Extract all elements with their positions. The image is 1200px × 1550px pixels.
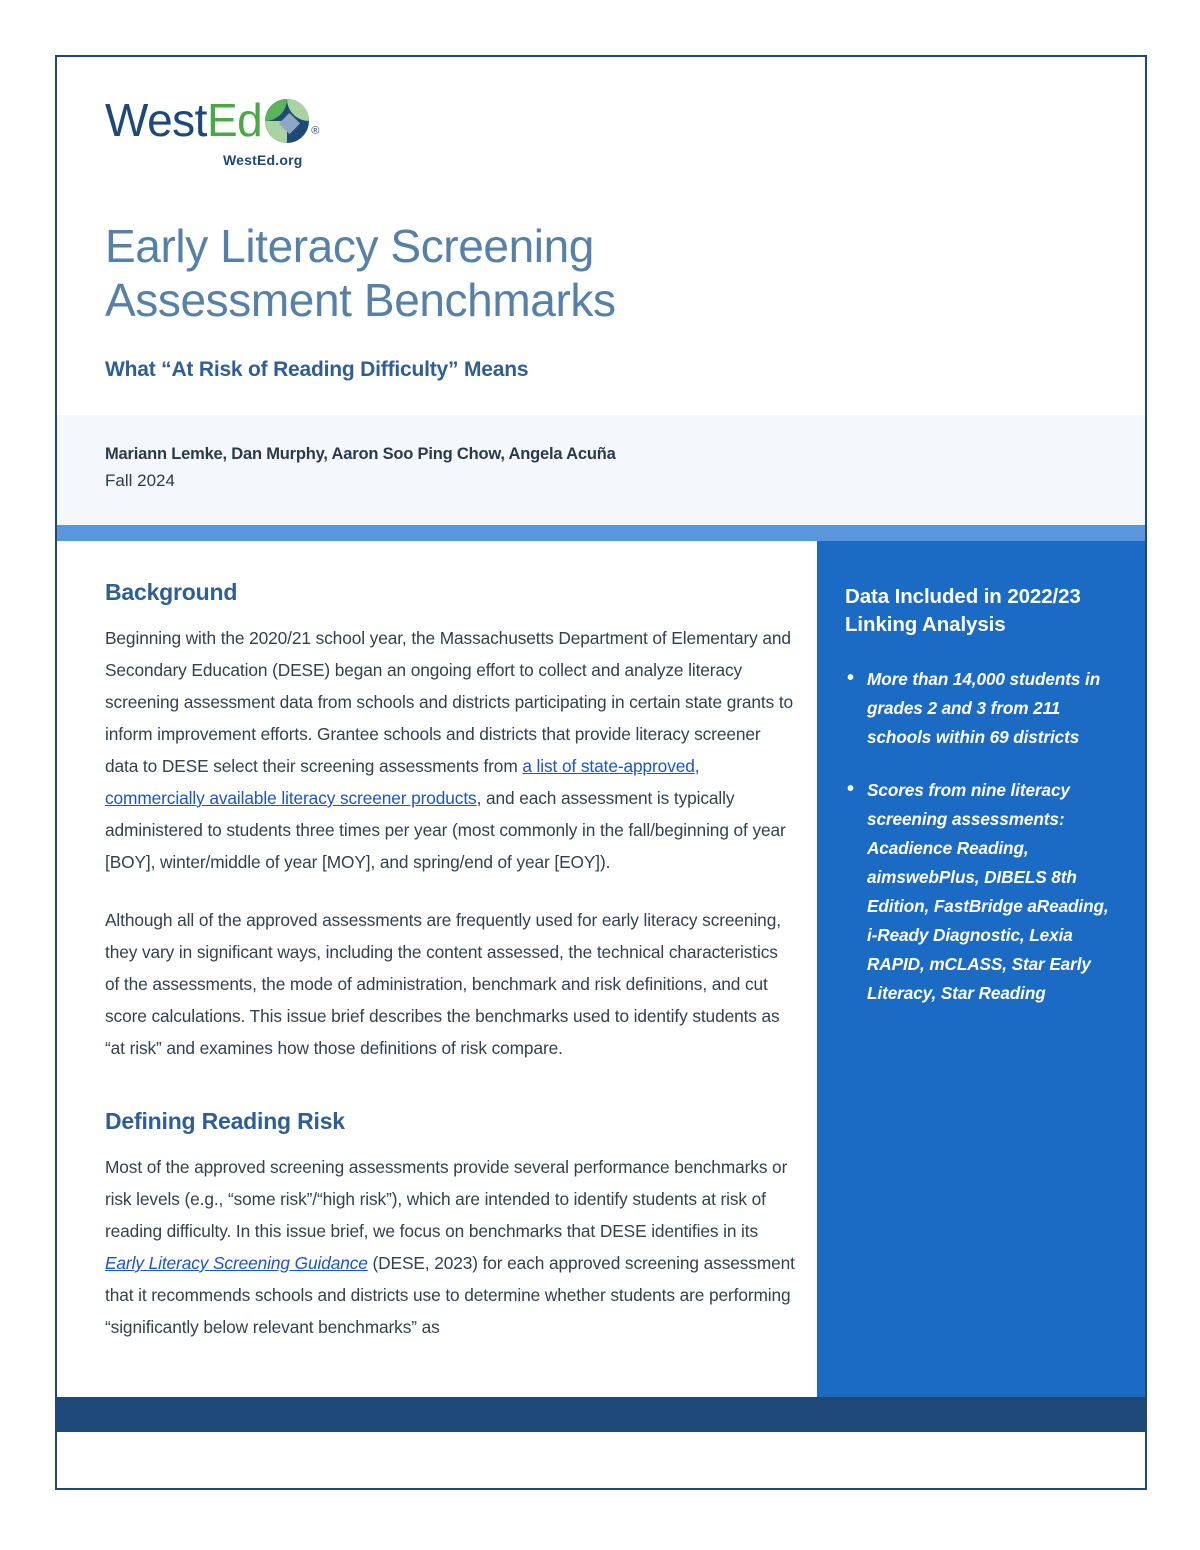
logo-tagline: WestEd.org — [223, 152, 303, 168]
publication-date: Fall 2024 — [105, 471, 175, 490]
wested-logo — [105, 95, 370, 167]
document-page — [55, 55, 1147, 1490]
risk-p1-part-b: (DESE, 2023) for each approved screening assessment that it recommends schools and districts use to determine whether students are performing “significantly below relevant benchmarks” as — [105, 1253, 795, 1337]
background-p1-part-b: , and each assessment is typically administered to students three times per year (most commonly in the fall/beginning of year [BOY], winter/middle of year [MOY], and spring/end of year [EOY]). — [105, 788, 786, 872]
sidebar-title: Data Included in 2022/23 Linking Analysis — [845, 585, 1081, 636]
logo-wordmark — [105, 95, 370, 156]
registered-mark: ® — [311, 125, 319, 137]
accent-band — [57, 525, 1145, 541]
footer-band — [57, 1397, 1145, 1432]
author-list: Mariann Lemke, Dan Murphy, Aaron Soo Ping Chow, Angela Acuña — [105, 445, 616, 463]
background-paragraph-1 — [105, 622, 795, 878]
page-title: Early Literacy Screening Assessment Benchmarks — [105, 220, 616, 326]
byline-block — [57, 415, 1145, 525]
main-column — [57, 541, 817, 1397]
logo-sphere-icon — [265, 99, 309, 143]
logo-text-ed: Ed — [206, 94, 263, 146]
logo-text-west: West — [105, 94, 207, 146]
sidebar-item-text: Scores from nine literacy screening assessments: Acadience Reading, aimswebPlus, DIBELS 8th Edition, FastBridge aReading, i-Ready Diagnostic, Lexia RAPID, mCLASS, Star Early Literacy, Star Reading — [867, 780, 1109, 1003]
sidebar-list — [845, 665, 1115, 1008]
page-subtitle: What “At Risk of Reading Difficulty” Means — [105, 357, 529, 381]
body-columns — [57, 541, 1145, 1397]
section-heading-defining-reading-risk: Defining Reading Risk — [105, 1108, 345, 1134]
document-header — [57, 57, 1145, 415]
risk-paragraph-1 — [105, 1151, 795, 1343]
bullet-icon: • — [847, 667, 854, 689]
background-paragraph-2: Although all of the approved assessments are frequently used for early literacy screening, they vary in significant ways, including the content assessed, the technical characteristics of the assessments, the mode of administration, benchmark and risk definitions, and cut score calculations. This issue brief describes the benchmarks used to identify students as “at risk” and examines how those definitions of risk compare. — [105, 910, 781, 1058]
risk-p1-part-a: Most of the approved screening assessments provide several performance benchmarks or risk levels (e.g., “some risk”/“high risk”), which are intended to identify students at risk of reading difficulty. In this issue brief, we focus on benchmarks that DESE identifies in its — [105, 1157, 788, 1241]
sidebar-item-text: More than 14,000 students in grades 2 and 3 from 211 schools within 69 districts — [867, 669, 1101, 747]
section-heading-background: Background — [105, 579, 238, 605]
link-state-approved-products[interactable]: a list of state-approved, commercially available literacy screener products — [105, 756, 700, 808]
background-p1-part-a: Beginning with the 2020/21 school year, the Massachusetts Department of Elementary and Secondary Education (DESE) began an ongoing effort to collect and analyze literacy screening assessment data from schools and districts participating in certain state grants to inform improvement efforts. Grantee schools and districts that provide literacy screener data to DESE select their screening assessments from — [105, 628, 794, 776]
sidebar-callout — [817, 541, 1145, 1397]
list-item — [845, 665, 1115, 752]
bullet-icon: • — [847, 778, 854, 800]
list-item — [845, 776, 1115, 1008]
link-early-literacy-screening-guidance[interactable]: Early Literacy Screening Guidance — [105, 1253, 368, 1273]
